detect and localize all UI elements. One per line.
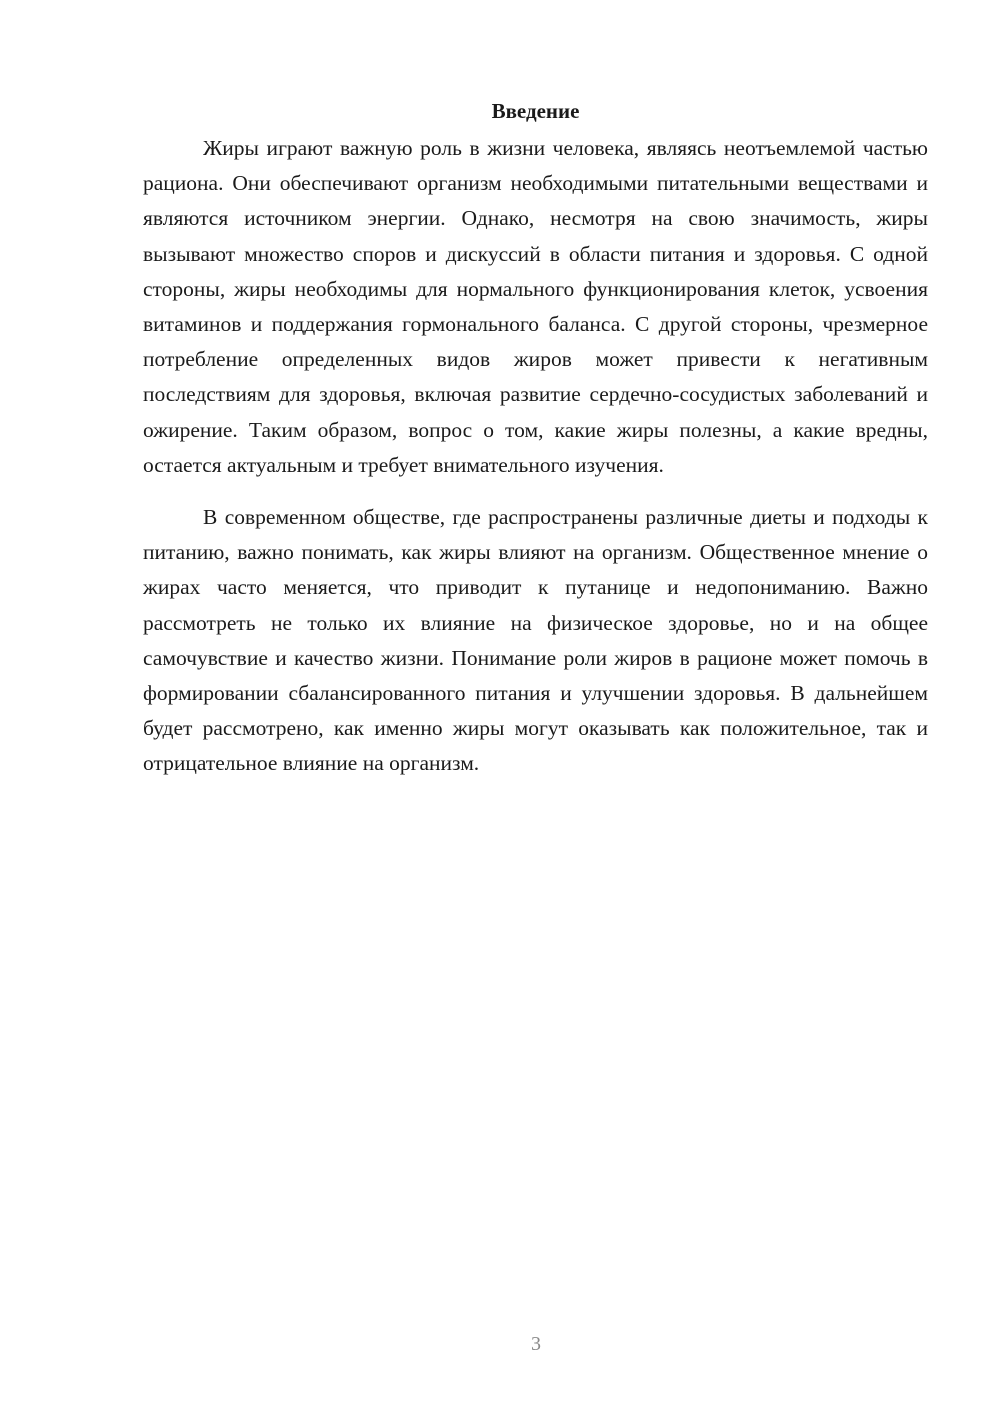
page-content — [143, 96, 928, 782]
page-number: 3 — [531, 1333, 541, 1355]
paragraph-1: Жиры играют важную роль в жизни человека, являясь неотъемлемой частью рациона. Они обеспечивают организм необходимыми питательными веществами и являются источником энергии. Однако, несмотря на свою значимость, жиры вызывают множество споров и дискуссий в области питания и здоровья. С одной стороны, жиры необходимы для нормального функционирования клеток, усвоения витаминов и поддержания гормонального баланса. С другой стороны, чрезмерное потребление определенных видов жиров может привести к негативным последствиям для здоровья, включая развитие сердечно-сосудистых заболеваний и ожирение. Таким образом, вопрос о том, какие жиры полезны, а какие вредны, остается актуальным и требует внимательного изучения. — [143, 136, 928, 477]
paragraph-2: В современном обществе, где распространены различные диеты и подходы к питанию, важно понимать, как жиры влияют на организм. Общественное мнение о жирах часто меняется, что приводит к путанице и недопониманию. Важно рассмотреть не только их влияние на физическое здоровье, но и на общее самочувствие и качество жизни. Понимание роли жиров в рационе может помочь в формировании сбалансированного питания и улучшении здоровья. В дальнейшем будет рассмотрено, как именно жиры могут оказывать как положительное, так и отрицательное влияние на организм. — [143, 505, 928, 776]
section-heading: Введение — [491, 99, 580, 123]
